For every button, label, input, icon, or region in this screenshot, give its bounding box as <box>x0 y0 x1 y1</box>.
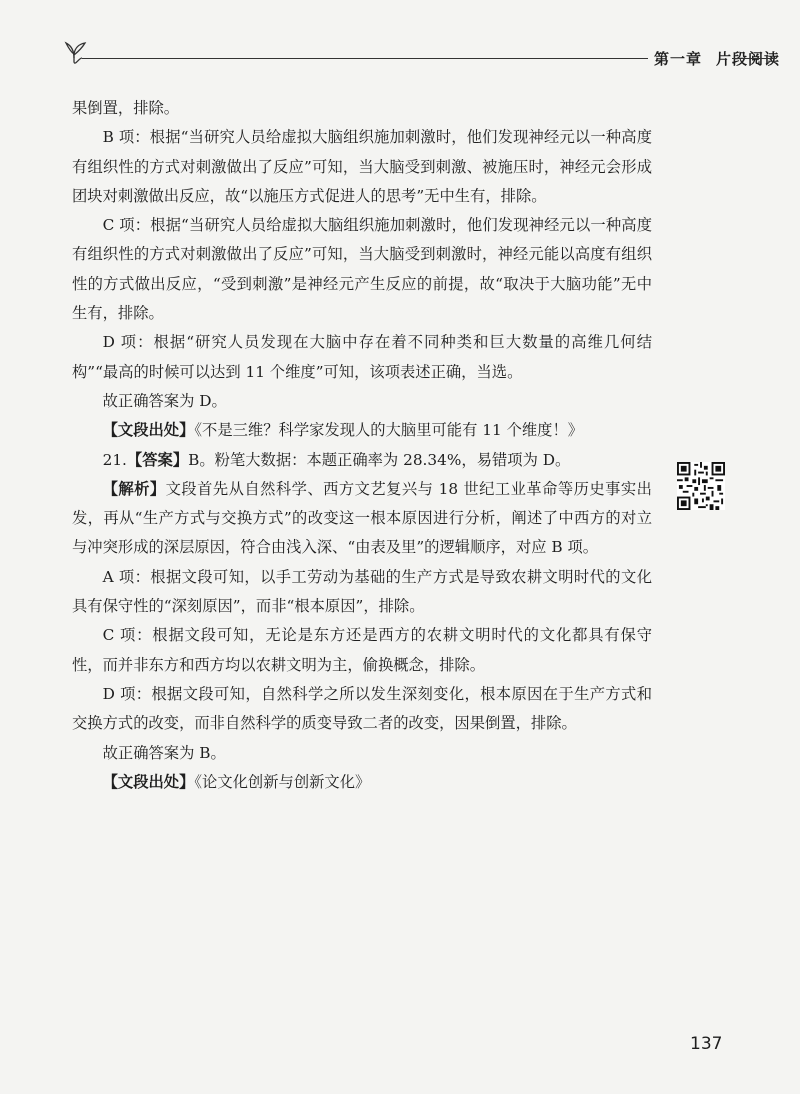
answer-text: B。粉笔大数据：本题正确率为 28.34%，易错项为 D。 <box>188 450 571 469</box>
paragraph: D 项：根据“研究人员发现在大脑中存在着不同种类和巨大数量的高维几何结构”“最高的时候可以达到 11 个维度”可知，该项表述正确，当选。 <box>72 333 652 381</box>
paragraph: 故正确答案为 D。 <box>102 391 227 410</box>
source-line <box>72 416 652 445</box>
header-rule-left <box>82 58 648 59</box>
analysis-text: 文段首先从自然科学、西方文艺复兴与 18 世纪工业革命等历史事实出发，再从“生产方式与交换方式”的改变这一根本原因进行分析，阐述了中西方的对立与冲突形成的深层原因，符合由浅入深、“由表及里”的逻辑顺序，对应 B 项。 <box>72 479 652 557</box>
source-title: 《不是三维？科学家发现人的大脑里可能有 11 个维度！》 <box>194 421 584 440</box>
paragraph: 果倒置，排除。 <box>72 99 180 117</box>
paragraph: C 项：根据“当研究人员给虚拟大脑组织施加刺激时，他们发现神经元以一种高度有组织性的方式对刺激做出了反应”可知，当大脑受到刺激时，神经元能以高度有组织性的方式做出反应，“受到刺激”是神经元产生反应的前提，故“取决于大脑功能”无中生有，排除。 <box>72 216 652 323</box>
paragraph: C 项：根据文段可知，无论是东方还是西方的农耕文明时代的文化都具有保守性，而并非东方和西方均以农耕文明为主，偷换概念，排除。 <box>72 626 652 674</box>
paragraph: B 项：根据“当研究人员给虚拟大脑组织施加刺激时，他们发现神经元以一种高度有组织性的方式对刺激做出了反应”可知，当大脑受到刺激、被施压时，神经元会形成团块对刺激做出反应，故“以施压方式促进人的思考”无中生有，排除。 <box>72 128 652 205</box>
source-tag: 【文段出处】 <box>102 421 195 440</box>
sprout-icon <box>60 36 90 68</box>
page-number: 137 <box>690 1034 723 1054</box>
analysis-paragraph <box>72 475 652 563</box>
qr-code-icon[interactable] <box>677 462 725 510</box>
answer-tag: 【答案】 <box>126 450 189 469</box>
chapter-number: 第一章 <box>654 50 703 68</box>
analysis-tag: 【解析】 <box>102 479 166 498</box>
source-tag: 【文段出处】 <box>102 772 195 791</box>
source-line <box>72 768 652 797</box>
page-header <box>60 36 781 76</box>
paragraph: D 项：根据文段可知，自然科学之所以发生深刻变化，根本原因在于生产方式和交换方式的改变，而非自然科学的质变导致二者的改变，因果倒置，排除。 <box>72 684 652 733</box>
answer-line <box>72 446 652 475</box>
paragraph: A 项：根据文段可知，以手工劳动为基础的生产方式是导致农耕文明时代的文化具有保守性的“深刻原因”，而非“根本原因”，排除。 <box>72 567 652 616</box>
chapter-section: 片段阅读 <box>716 50 781 68</box>
page-body <box>72 94 652 797</box>
paragraph: 故正确答案为 B。 <box>102 743 226 762</box>
source-title: 《论文化创新与创新文化》 <box>194 772 371 791</box>
header-rule-right <box>732 58 776 59</box>
question-number: 21. <box>102 450 127 469</box>
